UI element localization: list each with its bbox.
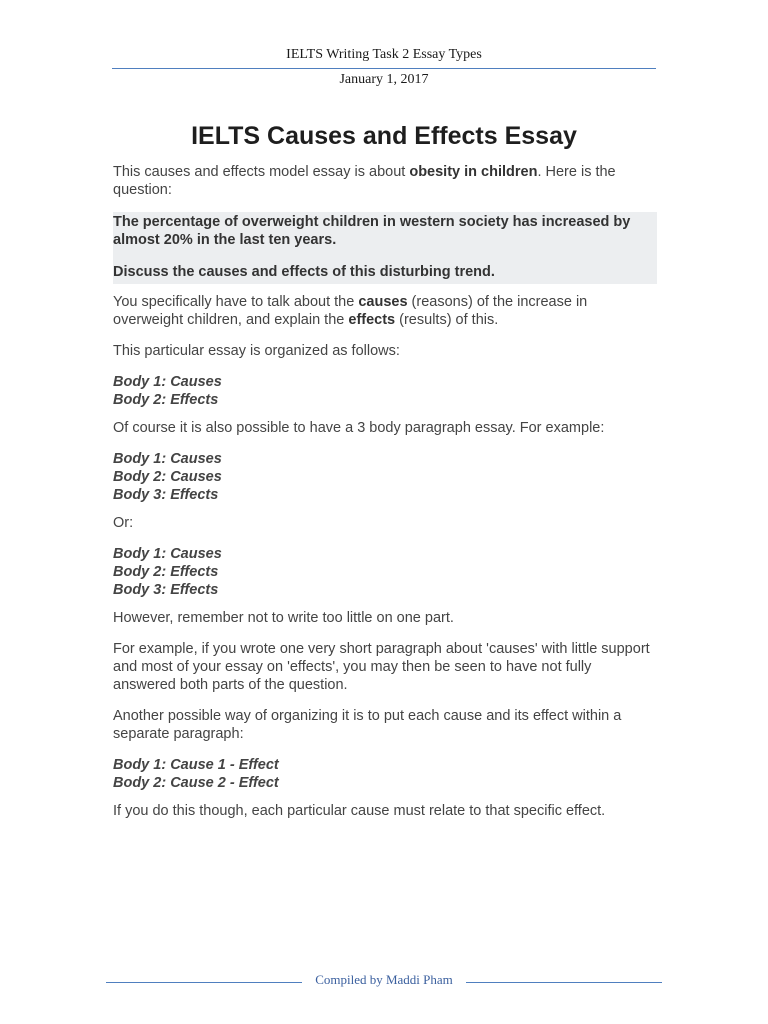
closing-paragraph: If you do this though, each particular cause must relate to that specific effect. xyxy=(113,803,606,819)
list-item: Body 1: Causes xyxy=(113,451,222,467)
task-text-2: (reasons) of the increase in overweight children, and explain the xyxy=(113,294,588,328)
header-divider xyxy=(112,68,656,69)
structure-list-1 xyxy=(113,373,656,409)
list-item: Body 1: Causes xyxy=(113,546,222,562)
task-text-1: You specifically have to talk about the xyxy=(113,294,359,310)
question-statement: The percentage of overweight children in western society has increased by almost 20% in the last ten years. xyxy=(113,214,631,248)
list-item: Body 1: Causes xyxy=(113,374,222,390)
structure-list-2 xyxy=(113,450,656,504)
header-title: IELTS Writing Task 2 Essay Types xyxy=(286,47,482,62)
structure-list-3 xyxy=(113,545,656,599)
three-body-paragraph: Of course it is also possible to have a 3 body paragraph essay. For example: xyxy=(113,420,605,436)
task-text-3: (results) of this. xyxy=(395,312,499,328)
question-box xyxy=(113,212,657,284)
list-item: Body 2: Cause 2 - Effect xyxy=(113,775,279,791)
task-causes: causes xyxy=(358,294,408,310)
question-task: Discuss the causes and effects of this disturbing trend. xyxy=(113,264,495,280)
example-paragraph: For example, if you wrote one very short paragraph about 'causes' with little support and most of your essay on 'effects', you may then be seen to have not fully answered both parts of the question. xyxy=(113,641,650,693)
intro-text-end: . Here is the question: xyxy=(113,164,616,198)
warning-paragraph: However, remember not to write too little on one part. xyxy=(113,610,454,626)
document-title: IELTS Causes and Effects Essay xyxy=(191,122,577,150)
list-item: Body 3: Effects xyxy=(113,582,219,598)
intro-paragraph xyxy=(113,163,656,199)
intro-text-start: This causes and effects model essay is about xyxy=(113,164,410,180)
task-effects: effects xyxy=(348,312,396,328)
footer-divider-right xyxy=(466,982,662,983)
structure-list-4 xyxy=(113,756,656,792)
footer-credit: Compiled by Maddi Pham xyxy=(315,972,453,987)
list-item: Body 3: Effects xyxy=(113,487,219,503)
task-explanation-paragraph xyxy=(113,293,656,329)
alternative-paragraph: Another possible way of organizing it is to put each cause and its effect within a separate paragraph: xyxy=(113,708,622,742)
document-body xyxy=(113,163,656,833)
list-item: Body 1: Cause 1 - Effect xyxy=(113,757,279,773)
list-item: Body 2: Effects xyxy=(113,392,219,408)
organization-paragraph: This particular essay is organized as follows: xyxy=(113,343,400,359)
or-paragraph: Or: xyxy=(113,515,134,531)
footer-divider-left xyxy=(106,982,302,983)
list-item: Body 2: Effects xyxy=(113,564,219,580)
header-date: January 1, 2017 xyxy=(339,72,429,87)
list-item: Body 2: Causes xyxy=(113,469,222,485)
intro-topic: obesity in children xyxy=(409,164,538,180)
